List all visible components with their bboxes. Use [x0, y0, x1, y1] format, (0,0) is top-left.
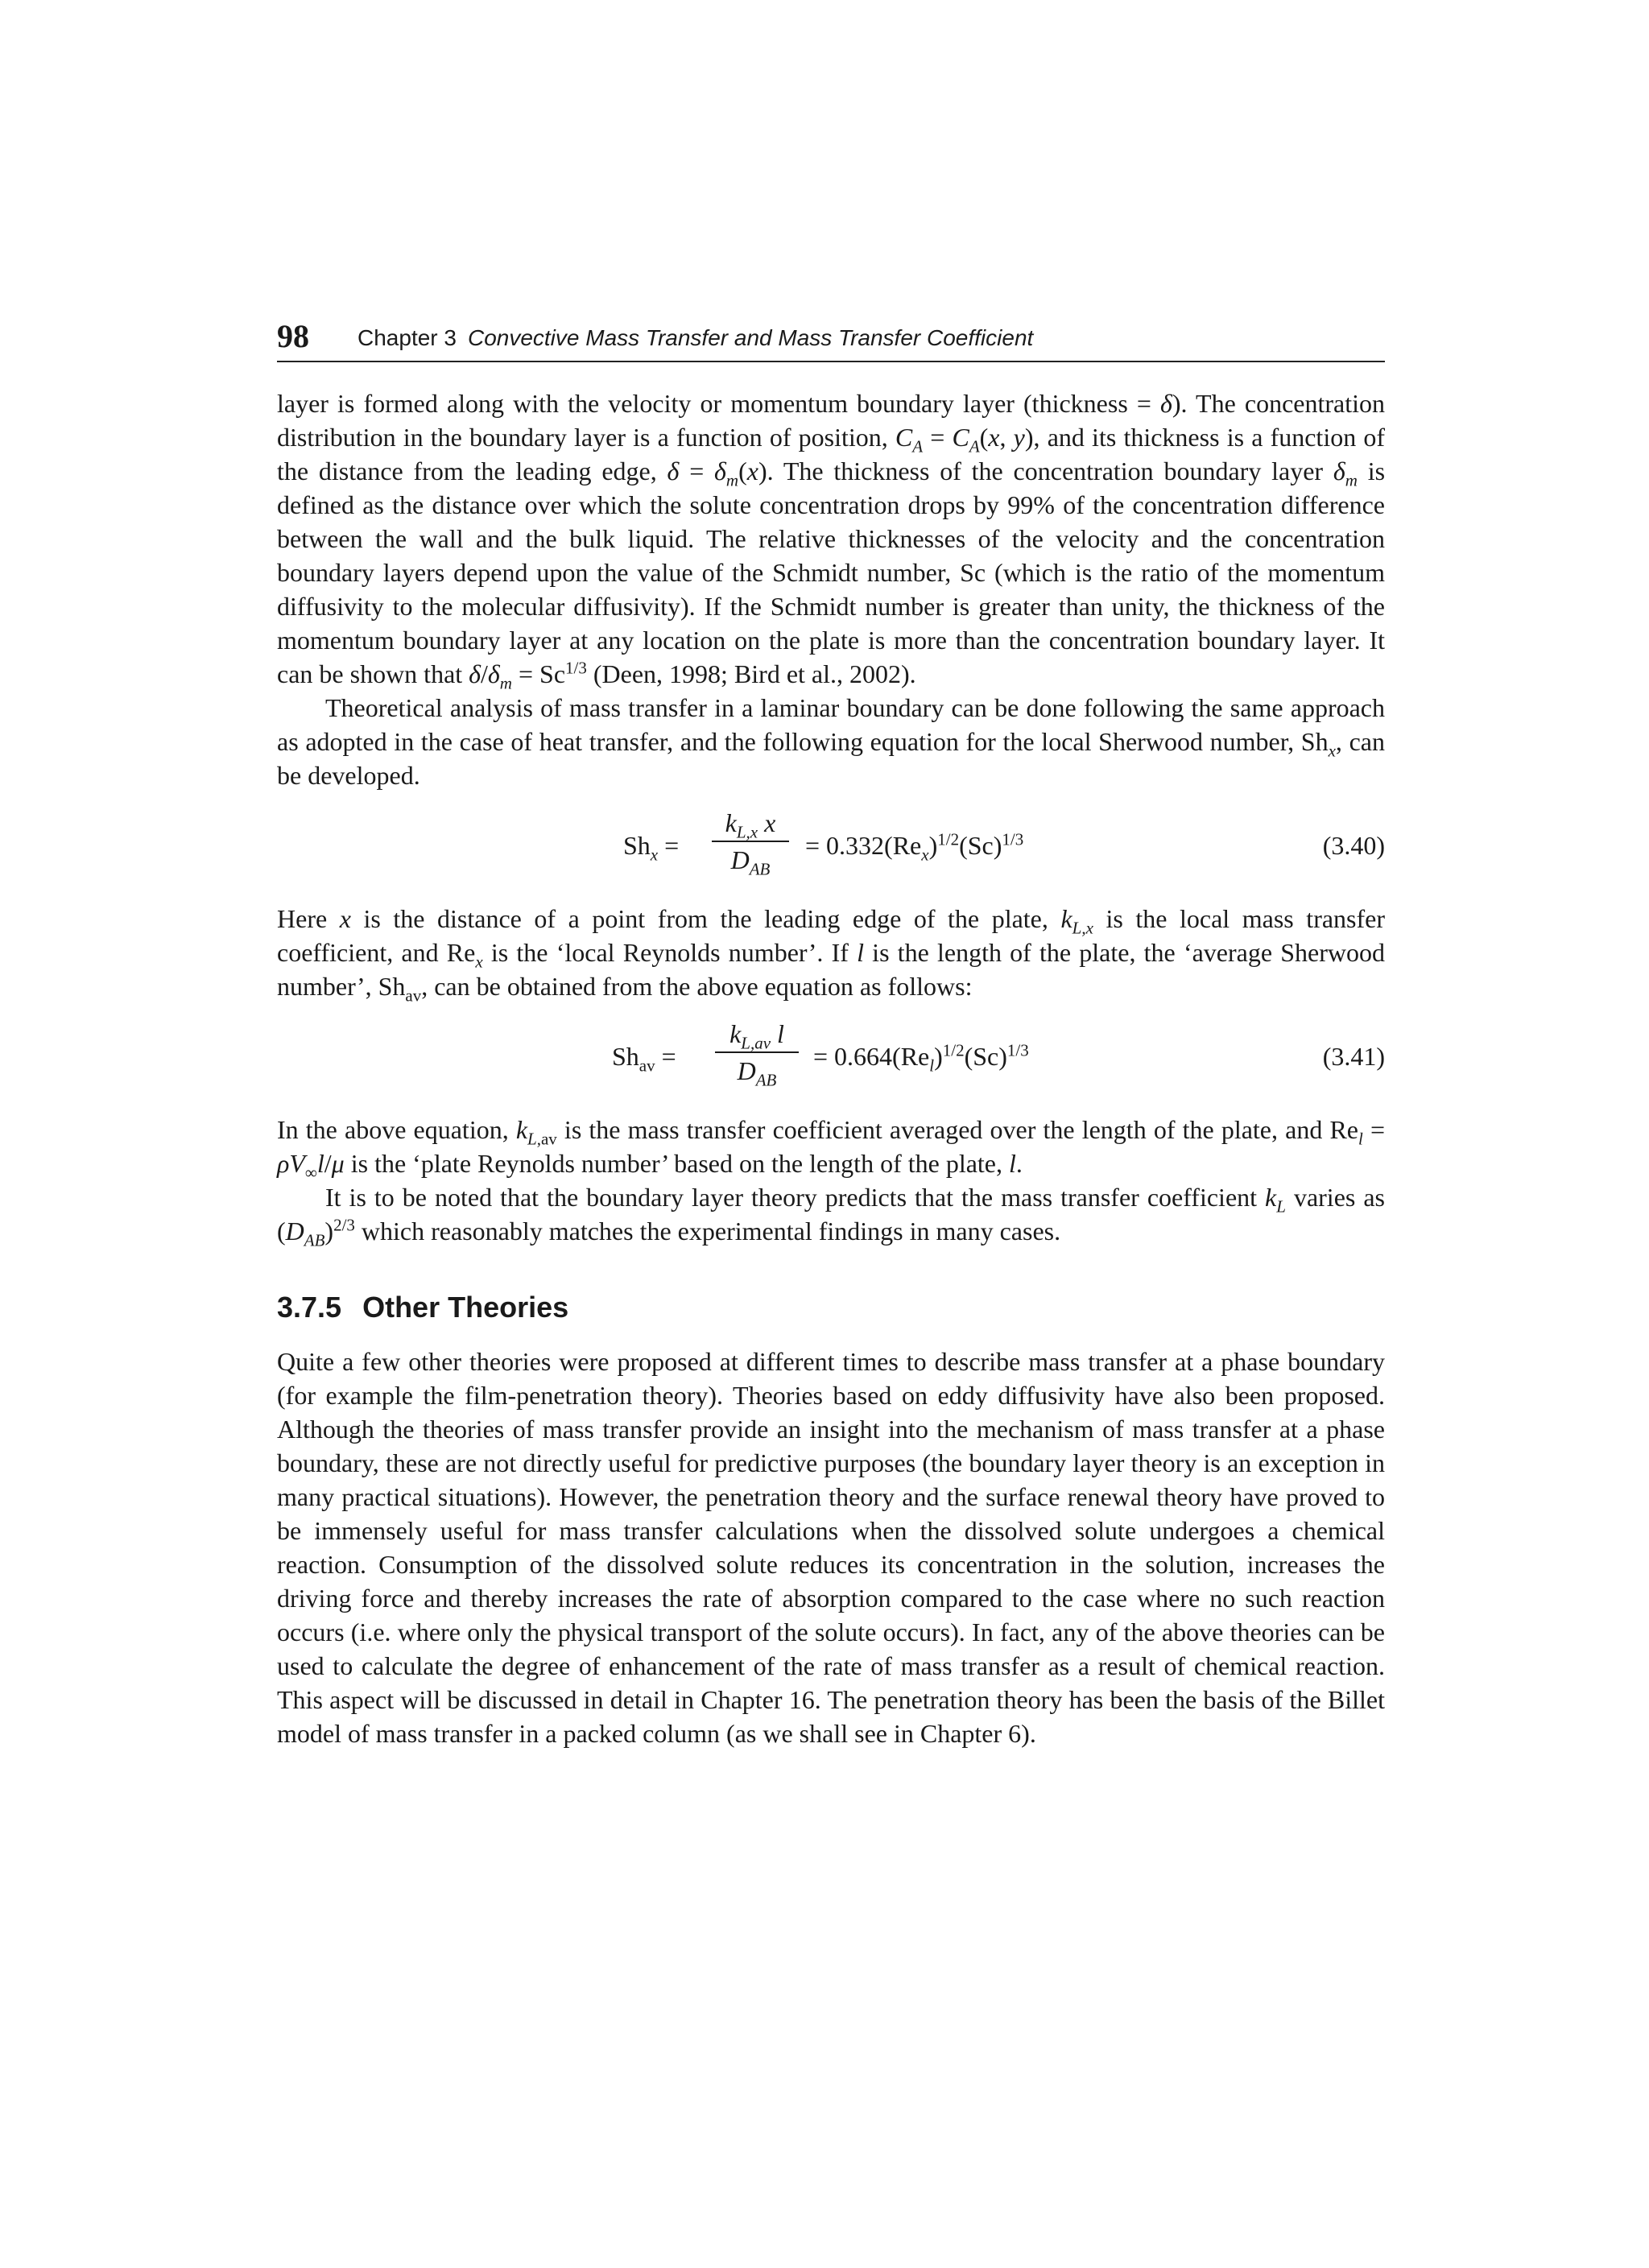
- equation-rhs: = $0.332(Re_x)^{1/2}(Sc)^{1/3}$: [805, 829, 1024, 865]
- equation-number: (3.41): [1322, 1042, 1385, 1071]
- paragraph-theory-prediction: It is to be noted that the boundary layer theory predicts that the mass transfer coefficient $k_L$ varies as $(D_{AB})^{2/3}$ which reasonably matches the experimental findings in many cases.: [277, 1183, 1386, 1250]
- fraction-numerator: $k_{L,x}$ x: [725, 808, 776, 842]
- page-body: [277, 386, 1385, 1750]
- equation-3-41: [277, 1014, 1385, 1105]
- section-title: Other Theories: [362, 1291, 569, 1324]
- paragraph-theoretical-analysis: Theoretical analysis of mass transfer in a laminar boundary can be done following the same approach as adopted in the case of heat transfer, and the following equation for the local Sherwood number, $Sh_x$, can be developed.: [277, 693, 1386, 790]
- equation-fraction: [715, 1018, 799, 1090]
- chapter-title: Convective Mass Transfer and Mass Transfer Coefficient: [467, 325, 1034, 350]
- chapter-label: [357, 324, 1033, 353]
- section-number: 3.7.5: [277, 1291, 342, 1324]
- paragraph-average-coefficient: In the above equation, $k_{L,av}$ is the mass transfer coefficient averaged over the length of the plate, and $Re_l = \rho V_\infty l/\mu$ is the ‘plate Reynolds number’ based on the length of the plate, l.: [277, 1115, 1386, 1183]
- equation-lhs: $Sh_x$ =: [623, 831, 680, 865]
- equation-number: (3.40): [1322, 831, 1385, 860]
- equation-rhs: = $0.664(Re_l)^{1/2}(Sc)^{1/3}$: [813, 1040, 1029, 1076]
- equation-fraction: [712, 807, 789, 879]
- fraction-numerator: $k_{L,av}$ l: [729, 1019, 784, 1053]
- page-number: 98: [277, 318, 309, 354]
- paragraph-other-theories: Quite a few other theories were proposed at different times to describe mass transfer at a phase boundary (for example the film-penetration theory). Theories based on eddy diffusivity have also been proposed. Although the theories of mass transfer provide an insight into the mechanism of mass transfer at a phase boundary, these are not directly useful for predictive purposes (the boundary layer theory is an exception in many practical situations). However, the penetration theory and the surface renewal theory have proved to be immensely useful for mass transfer calculations when the dissolved solute undergoes a chemical reaction. Consumption of the dissolved solute reduces its concentration in the solution, increases the driving force and thereby increases the rate of absorption compared to the case where no such reaction occurs (i.e. where only the physical transport of the solute occurs). In fact, any of the above theories can be used to calculate the degree of enhancement of the rate of mass transfer as a result of chemical reaction. This aspect will be discussed in detail in Chapter 16. The penetration theory has been the basis of the Billet model of mass transfer in a packed column (as we shall see in Chapter 6).: [277, 1347, 1385, 1748]
- paragraph-concentration-boundary-layer: layer is formed along with the velocity or momentum boundary layer (thickness = δ). The concentration distribution in the boundary layer is a function of position, $C_A = C_A(x$, y), and its thickness is a function of the distance from the leading edge, $\delta = \delta_m(x)$. The thickness of the concentration boundary layer $\delta_m$ is defined as the distance over which the solute concentration drops by 99% of the concentration difference between the wall and the bulk liquid. The relative thicknesses of the velocity and the concentration boundary layers depend upon the value of the Schmidt number, Sc (which is the ratio of the momentum diffusivity to the molecular diffusivity). If the Schmidt number is greater than unity, the thickness of the momentum boundary layer at any location on the plate is more than the concentration boundary layer. It can be shown that $\delta/\delta_m = Sc^{1/3}$ (Deen, 1998; Bird et al., 2002).: [277, 389, 1386, 693]
- equation-lhs: $Sh_{av}$ =: [612, 1042, 676, 1076]
- paragraph-local-sherwood: Here x is the distance of a point from the leading edge of the plate, $k_{L,x}$ is the local mass transfer coefficient, and $Re_x$ is the ‘local Reynolds number’. If l is the length of the plate, the ‘average Sherwood number’, $Sh_{av}$, can be obtained from the above equation as follows:: [277, 904, 1386, 1006]
- fraction-denominator: $D_{AB}$: [737, 1056, 777, 1090]
- equation-3-40: [277, 804, 1385, 894]
- section-heading: [277, 1290, 1385, 1325]
- running-head: [277, 316, 1385, 362]
- fraction-denominator: $D_{AB}$: [730, 845, 771, 879]
- chapter-number: Chapter 3: [357, 325, 457, 350]
